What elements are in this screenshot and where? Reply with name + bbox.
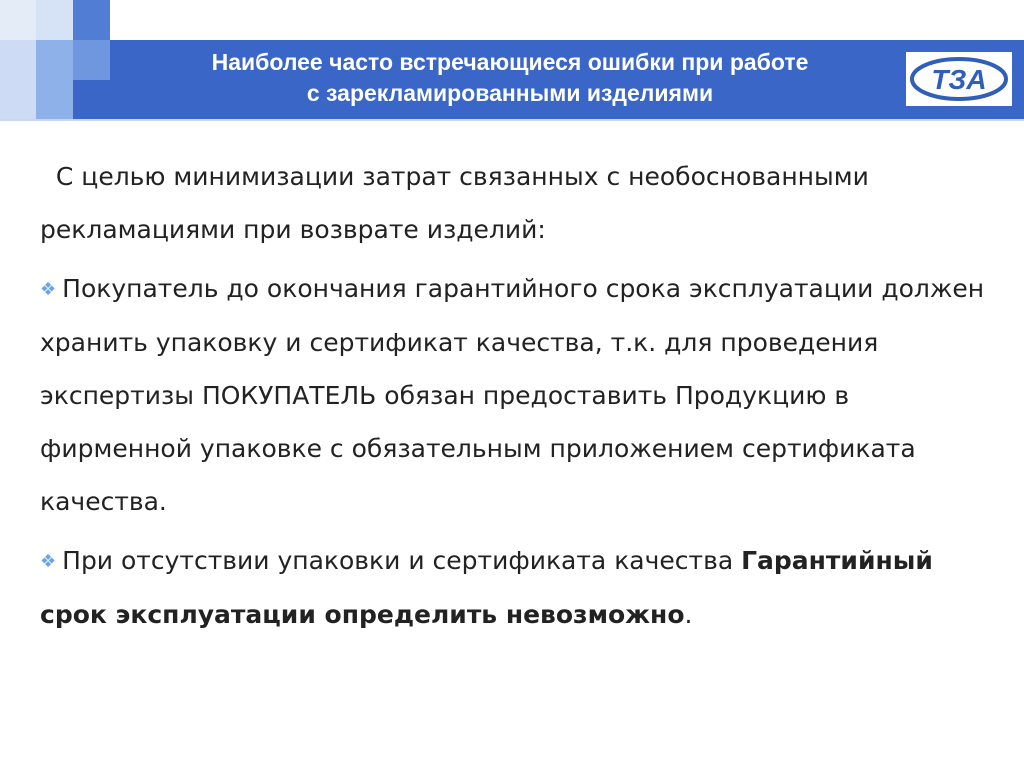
- diamond-bullet-icon: ❖: [40, 551, 57, 572]
- bullet-2-text: При отсутствии упаковки и сертификата качества: [62, 546, 734, 575]
- logo-text: ТЗА: [931, 64, 987, 95]
- bullet-1-text: Покупатель до окончания гарантийного срока эксплуатации должен хранить упаковку и сертификат качества, т.к. для проведения экспертизы ПОКУПАТЕЛЬ обязан предоставить Продукцию в фирменной упаковке с обязательным приложением сертификата качества.: [40, 274, 985, 516]
- decor-square: [36, 40, 73, 120]
- intro-paragraph: [40, 150, 1000, 256]
- decor-square: [73, 0, 110, 40]
- title-line-1: Наиболее часто встречающиеся ошибки при работе: [211, 49, 809, 75]
- decor-square: [73, 40, 110, 80]
- bullet-2-bold-text: Гарантийный срок эксплуатации определить невозможно: [40, 546, 933, 629]
- diamond-bullet-icon: ❖: [40, 279, 57, 300]
- bullet-2-end: .: [684, 600, 693, 629]
- list-item: [40, 534, 1000, 641]
- decor-square: [36, 0, 73, 40]
- company-logo: [906, 52, 1012, 106]
- slide-body: [40, 150, 1000, 647]
- decor-square: [0, 0, 36, 40]
- header-divider: [0, 119, 1024, 121]
- decor-square: [0, 40, 36, 120]
- tza-logo-icon: [906, 52, 1012, 106]
- page-title: [120, 47, 900, 109]
- intro-text: С целью минимизации затрат связанных с необоснованными рекламациями при возврате изделий:: [40, 162, 869, 244]
- list-item: [40, 262, 1000, 528]
- title-line-2: с зарекламированными изделиями: [306, 80, 714, 106]
